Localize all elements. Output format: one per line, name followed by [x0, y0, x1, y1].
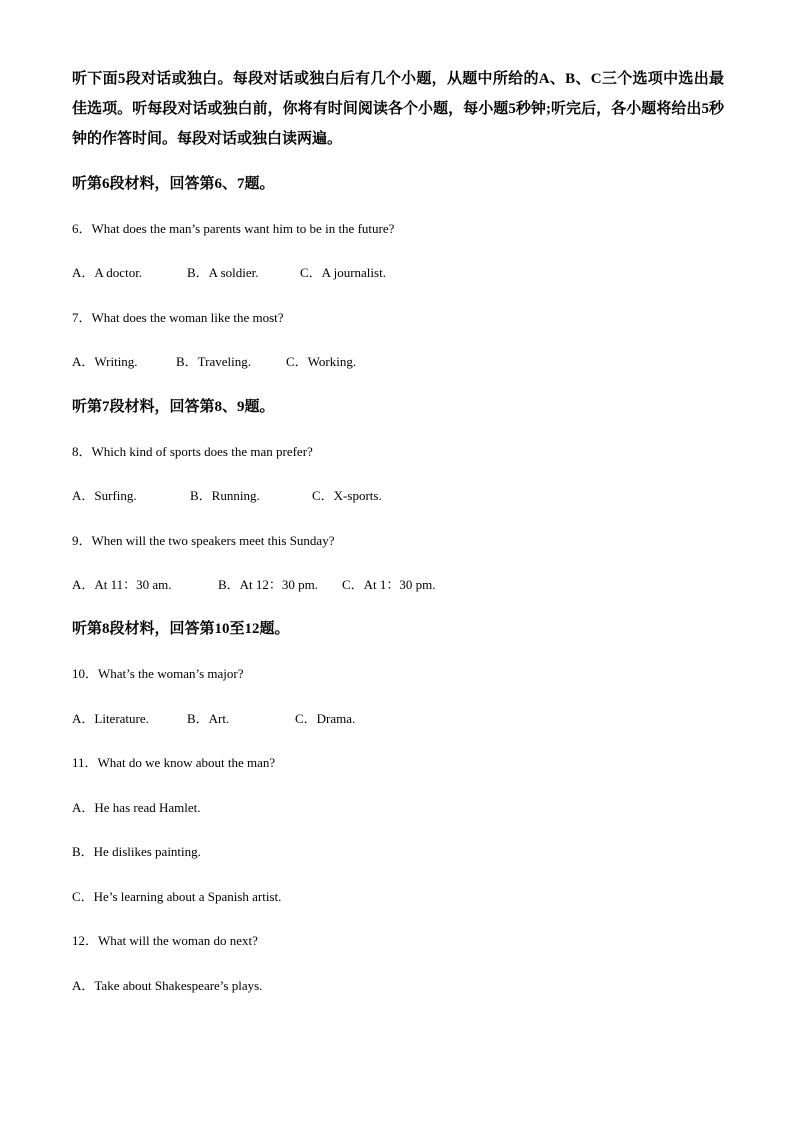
question-stem: 8．Which kind of sports does the man prefer? [72, 444, 313, 459]
option-b: B．Traveling. [176, 354, 251, 369]
option-b: B．A soldier. [187, 265, 259, 280]
question-stem: 6．What does the man’s parents want him to be in the future? [72, 221, 395, 236]
option-a: A．A doctor. [72, 265, 143, 280]
option-a: A．He has read Hamlet. [72, 800, 201, 815]
question-stem: 10．What’s the woman’s major? [72, 666, 244, 681]
option-c: C．X-sports. [312, 488, 382, 503]
option-a: A．Take about Shakespeare’s plays. [72, 978, 263, 993]
option-b: B．Running. [190, 488, 260, 503]
option-c: C．At 1：30 pm. [342, 577, 436, 592]
option-b: B．At 12：30 pm. [218, 577, 319, 592]
option-b: B．He dislikes painting. [72, 844, 201, 859]
section-heading: 听第8段材料，回答第10至12题。 [72, 621, 290, 637]
option-a: A．At 11：30 am. [72, 577, 172, 592]
question-stem: 12．What will the woman do next? [72, 933, 258, 948]
option-c: C．Working. [286, 354, 357, 369]
option-c: C．He’s learning about a Spanish artist. [72, 889, 282, 904]
option-a: A．Surfing. [72, 488, 137, 503]
section-heading: 听第6段材料，回答第6、7题。 [72, 176, 275, 192]
question-stem: 7．What does the woman like the most? [72, 310, 284, 325]
question-stem: 9．When will the two speakers meet this Sunday? [72, 533, 335, 548]
instructions-paragraph: 听下面5段对话或独白。每段对话或独白后有几个小题，从题中所给的A、B、C三个选项中选出最佳选项。听每段对话或独白前，你将有时间阅读各个小题，每小题5秒钟;听完后，各小题将给出5秒钟的作答时间。每段对话或独白读两遍。 [72, 71, 724, 147]
option-c: C．Drama. [295, 711, 356, 726]
option-a: A．Literature. [72, 711, 149, 726]
question-stem: 11．What do we know about the man? [72, 755, 276, 770]
option-b: B．Art. [187, 711, 230, 726]
section-heading: 听第7段材料，回答第8、9题。 [72, 399, 275, 415]
option-a: A．Writing. [72, 354, 138, 369]
option-c: C．A journalist. [300, 265, 386, 280]
